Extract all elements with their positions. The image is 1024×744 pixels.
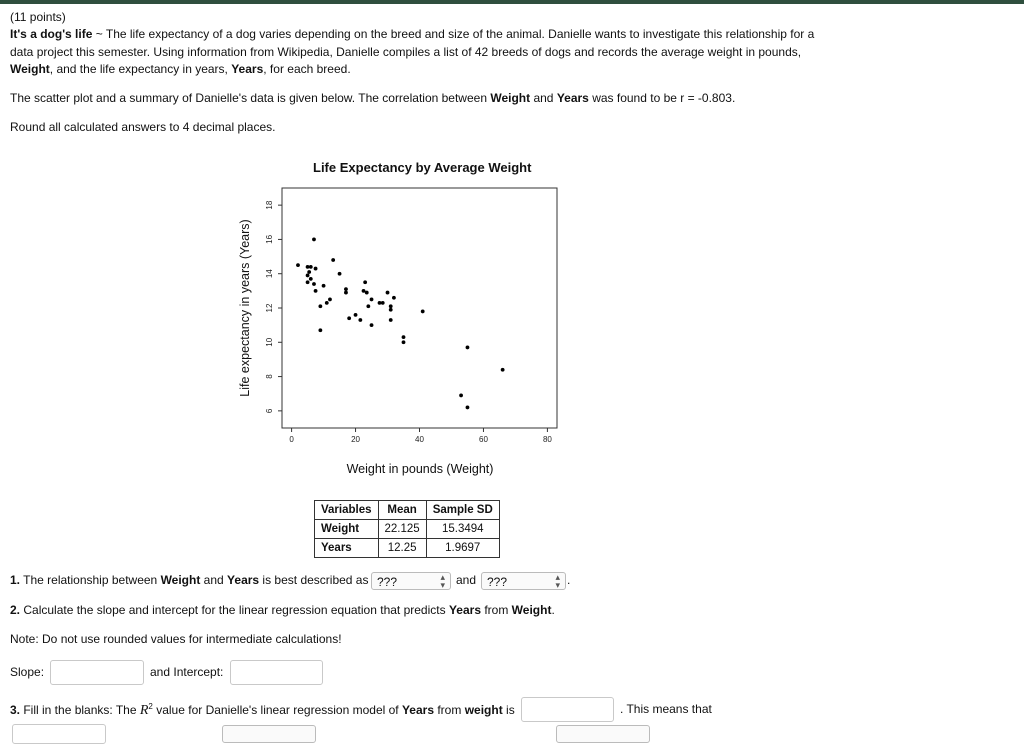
scatter-point xyxy=(386,291,390,295)
summary-weight: Weight xyxy=(490,91,531,105)
q3-from: from xyxy=(434,703,465,717)
q1-number: 1. xyxy=(10,573,21,587)
data-points xyxy=(296,238,504,410)
q3-weight: weight xyxy=(464,703,503,717)
q1-between: and xyxy=(456,573,477,587)
scatter-point xyxy=(309,265,313,269)
scatter-point xyxy=(296,263,300,267)
scatter-point xyxy=(325,301,329,305)
relationship-select-2[interactable] xyxy=(481,572,566,590)
row-label-years: Years xyxy=(315,539,379,558)
chart-title: Life Expectancy by Average Weight xyxy=(313,160,532,175)
relationship-select-1[interactable] xyxy=(371,572,451,590)
slope-label: Slope: xyxy=(10,665,45,679)
scatter-point xyxy=(312,282,316,286)
q3-pre: Fill in the blanks: The xyxy=(20,703,140,717)
q3-number: 3. xyxy=(10,703,21,717)
scatter-point xyxy=(402,335,406,339)
table-row xyxy=(315,539,500,558)
weight-mean: 22.125 xyxy=(378,520,426,539)
y-tick-label: 6 xyxy=(265,408,275,414)
scatter-point xyxy=(354,313,358,317)
summary-sentence xyxy=(10,91,735,105)
intro-weight: Weight xyxy=(10,62,50,76)
question-1 xyxy=(10,573,368,587)
q1-weight: Weight xyxy=(160,573,201,587)
summary-and: and xyxy=(530,91,557,105)
q1-post: is best described as xyxy=(259,573,369,587)
q3-years: Years xyxy=(401,703,435,717)
scatter-point xyxy=(307,270,311,274)
scatter-point xyxy=(389,304,393,308)
scatter-point xyxy=(306,274,310,278)
r-squared-exponent: 2 xyxy=(148,702,153,711)
scatter-point xyxy=(389,308,393,312)
scatter-plot xyxy=(230,180,570,480)
x-tick-label: 20 xyxy=(351,435,360,444)
q1-period: . xyxy=(567,573,571,587)
scatter-point xyxy=(322,284,326,288)
scatter-point xyxy=(328,298,332,302)
r-squared-symbol: R xyxy=(139,703,149,718)
y-tick-label: 16 xyxy=(265,234,275,244)
q3-is: is xyxy=(502,703,515,717)
summary-stats-table xyxy=(314,500,500,558)
intro-paragraph xyxy=(10,26,814,79)
scatter-point xyxy=(362,289,366,293)
q3-after: . This means that xyxy=(620,702,712,716)
plot-frame xyxy=(282,188,557,428)
years-sd: 1.9697 xyxy=(426,539,499,558)
q1-and: and xyxy=(200,573,228,587)
x-tick-label: 80 xyxy=(542,435,552,444)
scatter-point xyxy=(314,267,318,271)
weight-sd: 15.3494 xyxy=(426,520,499,539)
summary-pre: The scatter plot and a summary of Danielle's data is given below. The correlation between xyxy=(10,91,491,105)
points-label: (11 points) xyxy=(10,10,66,24)
x-axis-label: Weight in pounds (Weight) xyxy=(346,462,494,476)
intro-line-2: data project this semester. Using information from Wikipedia, Danielle compiles a list of 42 breeds of dogs and records the average weight in pounds, xyxy=(10,44,802,59)
header-sample-sd: Sample SD xyxy=(426,501,499,520)
q2-from: from xyxy=(481,603,512,617)
x-tick-label: 40 xyxy=(415,435,424,444)
summary-years: Years xyxy=(556,91,589,105)
scatter-point xyxy=(421,310,425,314)
scatter-point xyxy=(370,298,374,302)
next-line-input[interactable] xyxy=(12,724,106,744)
y-tick-label: 18 xyxy=(265,200,275,210)
scatter-point xyxy=(365,291,369,295)
question-2 xyxy=(10,603,555,617)
problem-title: It's a dog's life xyxy=(10,27,93,41)
scatter-point xyxy=(331,258,335,262)
scatter-point xyxy=(392,296,396,300)
summary-post: was found to be r = -0.803. xyxy=(588,91,736,105)
y-axis-label: Life expectancy in years (Years) xyxy=(238,219,252,397)
select-2-value: ??? xyxy=(487,575,508,589)
title-dash: ~ xyxy=(92,27,106,41)
y-tick-label: 12 xyxy=(265,303,275,313)
intro-line-3a: , and the life expectancy in years, xyxy=(49,62,232,76)
scatter-point xyxy=(366,304,370,308)
scatter-point xyxy=(363,280,367,284)
header-mean: Mean xyxy=(378,501,426,520)
updown-arrows-icon: ▴ ▾ xyxy=(440,572,445,590)
scatter-point xyxy=(306,280,310,284)
y-tick-label: 10 xyxy=(265,337,275,347)
scatter-point xyxy=(347,316,351,320)
intro-line-1: The life expectancy of a dog varies depending on the breed and size of the animal. Danielle wants to investigate this relationship for a xyxy=(105,27,815,41)
select-1-value: ??? xyxy=(377,575,398,589)
scatter-point xyxy=(314,289,318,293)
scatter-point xyxy=(370,323,374,327)
q2-number: 2. xyxy=(10,603,21,617)
scatter-point xyxy=(389,318,393,322)
row-label-weight: Weight xyxy=(315,520,379,539)
scatter-point xyxy=(501,368,505,372)
scatter-point xyxy=(459,394,463,398)
question-3 xyxy=(10,702,515,719)
q1-years: Years xyxy=(227,573,260,587)
header-variables: Variables xyxy=(315,501,379,520)
scatter-point xyxy=(309,277,313,281)
scatter-point xyxy=(312,238,316,242)
q2-weight: Weight xyxy=(511,603,552,617)
top-accent-bar xyxy=(0,0,1024,4)
q3-mid: value for Danielle's linear regression model of xyxy=(152,703,402,717)
updown-arrows-icon: ▴ ▾ xyxy=(555,572,560,590)
scatter-point xyxy=(338,272,342,276)
scatter-point xyxy=(381,301,385,305)
scatter-point xyxy=(402,340,406,344)
scatter-point xyxy=(318,304,322,308)
q1-pre: The relationship between xyxy=(20,573,161,587)
y-axis-ticks xyxy=(265,200,282,413)
round-note: Round all calculated answers to 4 decimal places. xyxy=(10,120,276,134)
intermediate-note: Note: Do not use rounded values for intermediate calculations! xyxy=(10,632,342,646)
next-line-select-2[interactable] xyxy=(556,725,650,743)
q2-years: Years xyxy=(448,603,481,617)
scatter-point xyxy=(344,287,348,291)
scatter-point xyxy=(358,318,362,322)
x-axis-ticks xyxy=(289,428,552,444)
next-line-select-1[interactable] xyxy=(222,725,316,743)
intercept-label: and Intercept: xyxy=(150,665,224,679)
slope-input[interactable] xyxy=(50,660,144,685)
years-mean: 12.25 xyxy=(378,539,426,558)
intercept-input[interactable] xyxy=(230,660,323,685)
y-tick-label: 8 xyxy=(265,374,275,379)
table-header-row xyxy=(315,501,500,520)
scatter-point xyxy=(318,328,322,332)
y-tick-label: 14 xyxy=(265,269,275,279)
table-row xyxy=(315,520,500,539)
scatter-point xyxy=(466,346,470,350)
intro-line-3b: , for each breed. xyxy=(263,62,351,76)
q2-pre: Calculate the slope and intercept for the linear regression equation that predicts xyxy=(20,603,449,617)
scatter-point xyxy=(466,406,470,410)
q2-end: . xyxy=(551,603,555,617)
r-squared-input[interactable] xyxy=(521,697,614,722)
x-tick-label: 60 xyxy=(479,435,488,444)
intro-years: Years xyxy=(231,62,264,76)
x-tick-label: 0 xyxy=(289,435,294,444)
scatter-point xyxy=(344,291,348,295)
